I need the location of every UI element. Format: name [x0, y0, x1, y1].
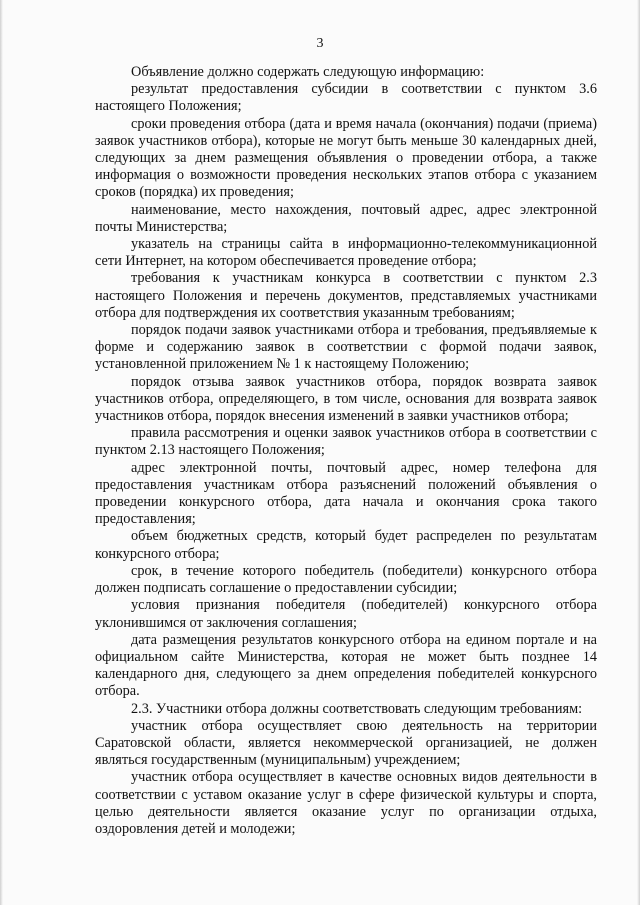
section-heading: 2.3. Участники отбора должны соответствовать следующим требованиям: — [131, 700, 583, 717]
paragraph: адрес электронной почты, почтовый адрес, номер телефона для предоставления участникам отбора разъяснений положений объявления о проведении конкурсного отбора, дата начала и окончания срока такого предоставления; — [95, 459, 597, 528]
paragraph: требования к участникам конкурса в соответствии с пунктом 2.3 настоящего Положения и перечень документов, представляемых участниками отбора для подтверждения их соответствия указанным требованиям; — [95, 270, 597, 321]
page-number: 3 — [316, 36, 324, 51]
scan-edge-left — [0, 0, 3, 905]
paragraph: участник отбора осуществляет свою деятельность на территории Саратовской области, является некоммерческой организацией, не должен являться государственным (муниципальным) учреждением; — [95, 717, 597, 769]
paragraph: наименование, место нахождения, почтовый адрес, адрес электронной почты Министерства; — [95, 201, 597, 235]
document-body — [95, 64, 597, 838]
paragraph: сроки проведения отбора (дата и время начала (окончания) подачи (приема) заявок участников отбора), которые не могут быть меньше 30 календарных дней, следующих за днем размещения объявления о проведении отбора, а также информация о возможности проведения нескольких этапов отбора с указанием сроков (порядка) их проведения; — [95, 115, 597, 201]
paragraph: объем бюджетных средств, который будет распределен по результатам конкурсного отбора; — [95, 528, 597, 562]
paragraph: указатель на страницы сайта в информационно-телекоммуникационной сети Интернет, на котором обеспечивается проведение отбора; — [95, 236, 597, 270]
paragraph: порядок подачи заявок участниками отбора и требования, предъявляемые к форме и содержанию заявок в соответствии с формой подачи заявок, установленной приложением № 1 к настоящему Положению; — [95, 322, 597, 373]
paragraph: условия признания победителя (победителей) конкурсного отбора уклонившимся от заключения соглашения; — [95, 597, 597, 631]
paragraph: участник отбора осуществляет в качестве основных видов деятельности в соответствии с уставом оказание услуг в сфере физической культуры и спорта, целью деятельности является оказание услуг по организации отдыха, оздоровления детей и молодежи; — [95, 769, 597, 837]
paragraph: результат предоставления субсидии в соответствии с пунктом 3.6 настоящего Положения; — [95, 81, 597, 115]
paragraph: порядок отзыва заявок участников отбора, порядок возврата заявок участников отбора, определяющего, в том числе, основания для возврата заявок участников отбора, порядок внесения изменений в заявки участников отбора; — [95, 373, 597, 425]
paragraph: правила рассмотрения и оценки заявок участников отбора в соответствии с пунктом 2.13 настоящего Положения; — [95, 425, 597, 459]
paragraph: Объявление должно содержать следующую информацию: — [131, 64, 485, 80]
paragraph: дата размещения результатов конкурсного отбора на едином портале и на официальном сайте Министерства, которая не может быть позднее 14 календарного дня, следующего за днем определения победителей конкурсного отбора. — [95, 631, 597, 700]
paragraph: срок, в течение которого победитель (победители) конкурсного отбора должен подписать соглашение о предоставлении субсидии; — [95, 562, 597, 597]
